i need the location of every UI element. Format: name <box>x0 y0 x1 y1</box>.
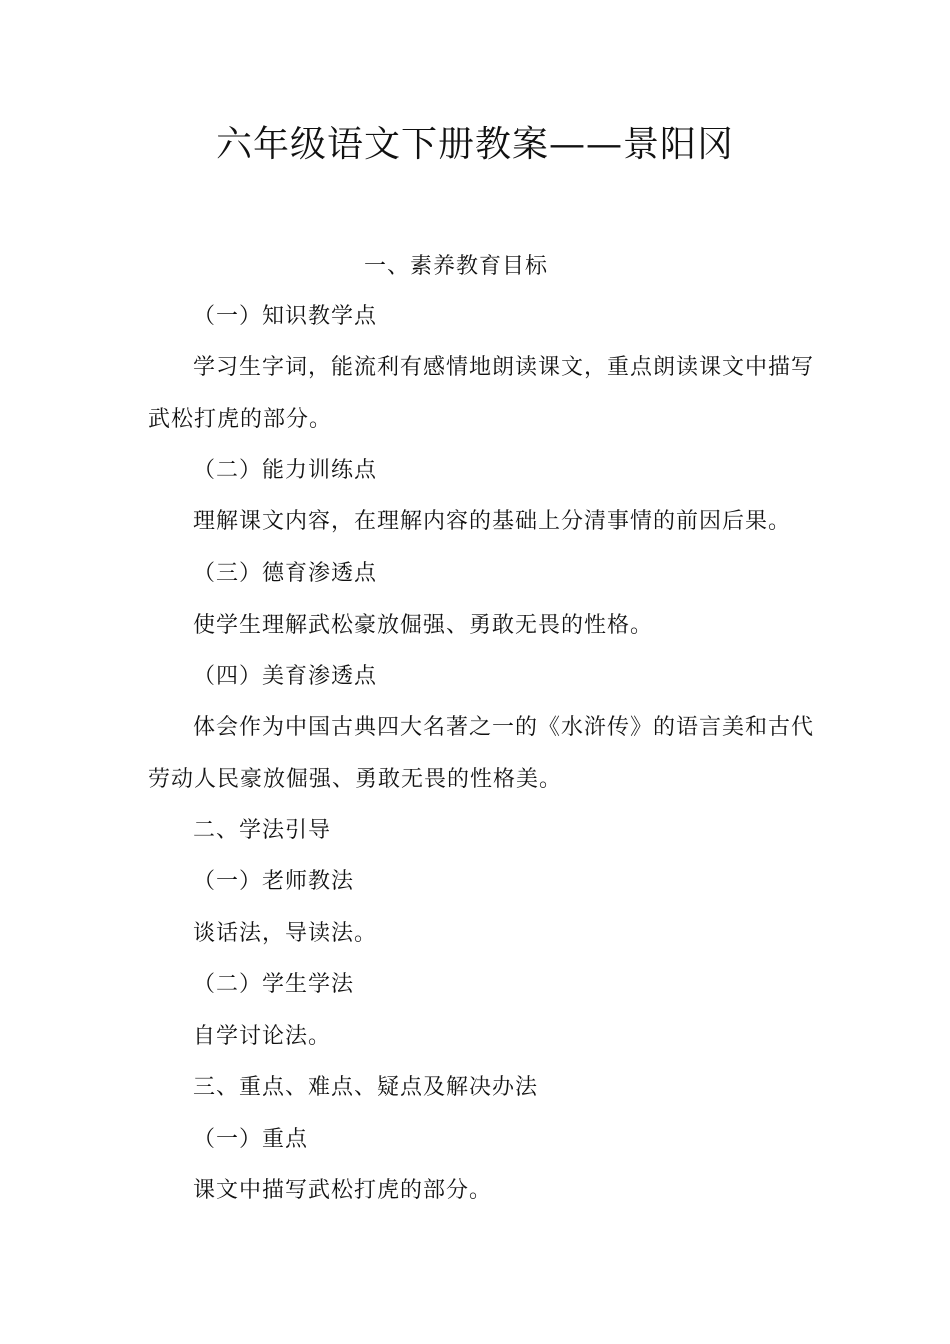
subheading-ability: （二）能力训练点 <box>193 458 378 483</box>
paragraph-line: 学习生字词，能流利有感情地朗读课文，重点朗读课文中描写 <box>193 355 815 380</box>
subheading-key-point: （一）重点 <box>193 1127 309 1152</box>
paragraph-line: 理解课文内容，在理解内容的基础上分清事情的前因后果。 <box>193 509 792 534</box>
section-heading-goals: 一、素养教育目标 <box>363 254 548 279</box>
section-heading-method: 二、学法引导 <box>193 818 332 843</box>
document-title: 六年级语文下册教案——景阳冈 <box>215 124 734 165</box>
paragraph-line: 自学讨论法。 <box>193 1024 332 1049</box>
paragraph-line: 使学生理解武松豪放倔强、勇敢无畏的性格。 <box>193 613 654 638</box>
paragraph-line: 武松打虎的部分。 <box>148 407 333 432</box>
paragraph-line: 谈话法，导读法。 <box>193 921 378 946</box>
subheading-teacher-method: （一）老师教法 <box>193 869 355 894</box>
paragraph-line: 课文中描写武松打虎的部分。 <box>193 1178 493 1203</box>
subheading-student-method: （二）学生学法 <box>193 972 355 997</box>
subheading-knowledge: （一）知识教学点 <box>193 304 378 329</box>
paragraph-line: 体会作为中国古典四大名著之一的《水浒传》的语言美和古代 <box>193 715 815 740</box>
section-heading-key-points: 三、重点、难点、疑点及解决办法 <box>193 1075 539 1100</box>
subheading-aesthetic: （四）美育渗透点 <box>193 664 378 689</box>
paragraph-line: 劳动人民豪放倔强、勇敢无畏的性格美。 <box>148 767 563 792</box>
subheading-moral: （三）德育渗透点 <box>193 561 378 586</box>
